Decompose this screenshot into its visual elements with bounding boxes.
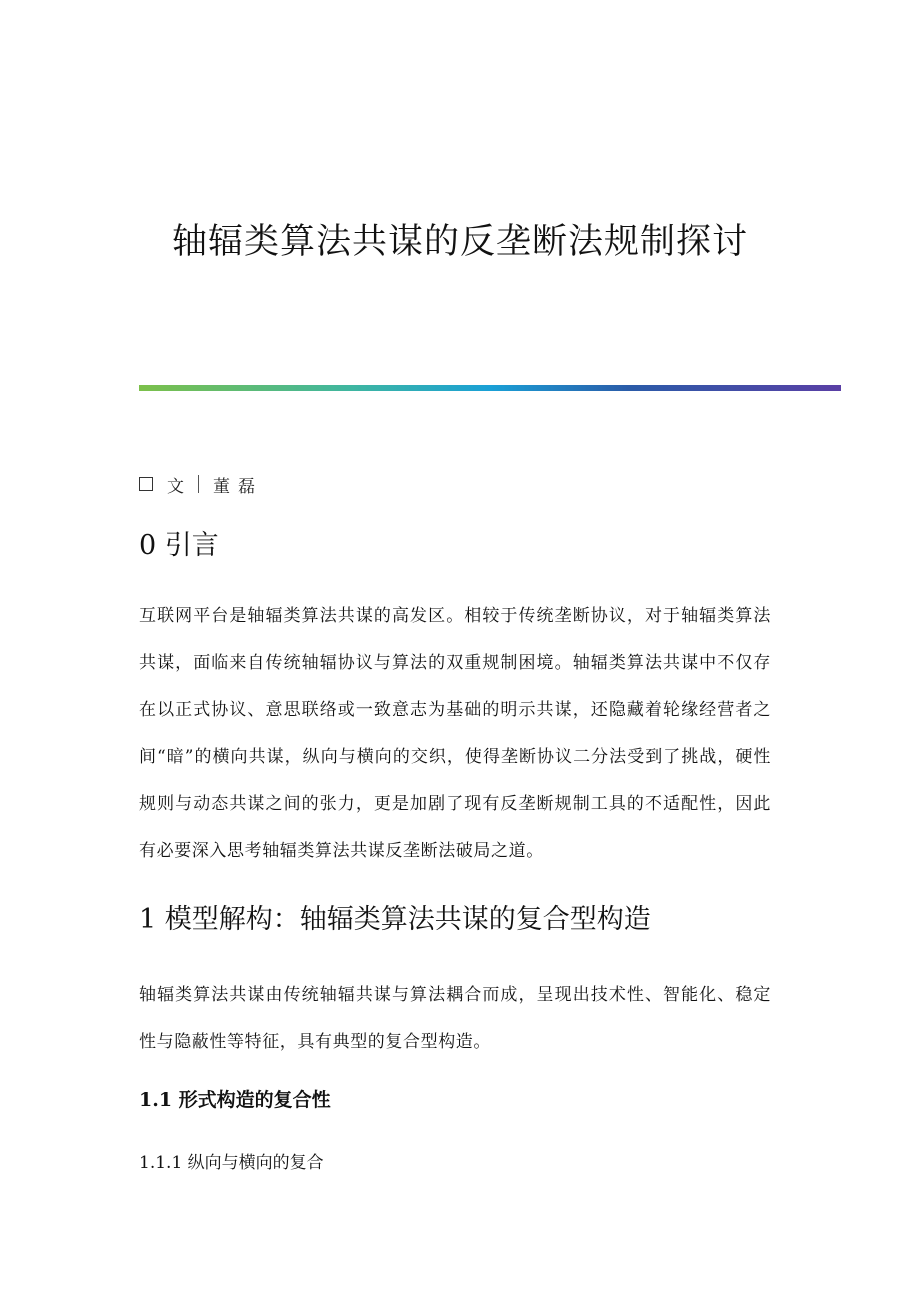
section-heading-model: 1 模型解构：轴辐类算法共谋的复合型构造 <box>139 904 651 935</box>
document-title: 轴辐类算法共谋的反垄断法规制探讨 <box>171 222 748 262</box>
section-heading-intro: 0 引言 <box>139 530 219 561</box>
byline-prefix: 文 <box>167 476 184 497</box>
model-paragraph: 轴辐类算法共谋由传统轴辐共谋与算法耦合而成，呈现出技术性、智能化、稳定性与隐蔽性等特征，具有典型的复合型构造。 <box>139 985 771 1052</box>
subsubsection-heading: 1.1.1 纵向与横向的复合 <box>139 1153 324 1173</box>
title-gradient-divider <box>139 385 841 391</box>
byline <box>139 470 263 498</box>
intro-paragraph: 互联网平台是轴辐类算法共谋的高发区。相较于传统垄断协议，对于轴辐类算法共谋，面临来自传统轴辐协议与算法的双重规制困境。轴辐类算法共谋中不仅存在以正式协议、意思联络或一致意志为基础的明示共谋，还隐藏着轮缘经营者之间“暗”的横向共谋，纵向与横向的交织，使得垄断协议二分法受到了挑战，硬性规则与动态共谋之间的张力，更是加剧了现有反垄断规制工具的不适配性，因此有必要深入思考轴辐类算法共谋反垄断法破局之道。 <box>139 606 771 861</box>
subsection-heading: 1.1 形式构造的复合性 <box>139 1089 331 1111</box>
byline-author: 董磊 <box>213 476 263 497</box>
square-bullet-icon <box>139 477 153 491</box>
byline-separator <box>198 475 199 493</box>
